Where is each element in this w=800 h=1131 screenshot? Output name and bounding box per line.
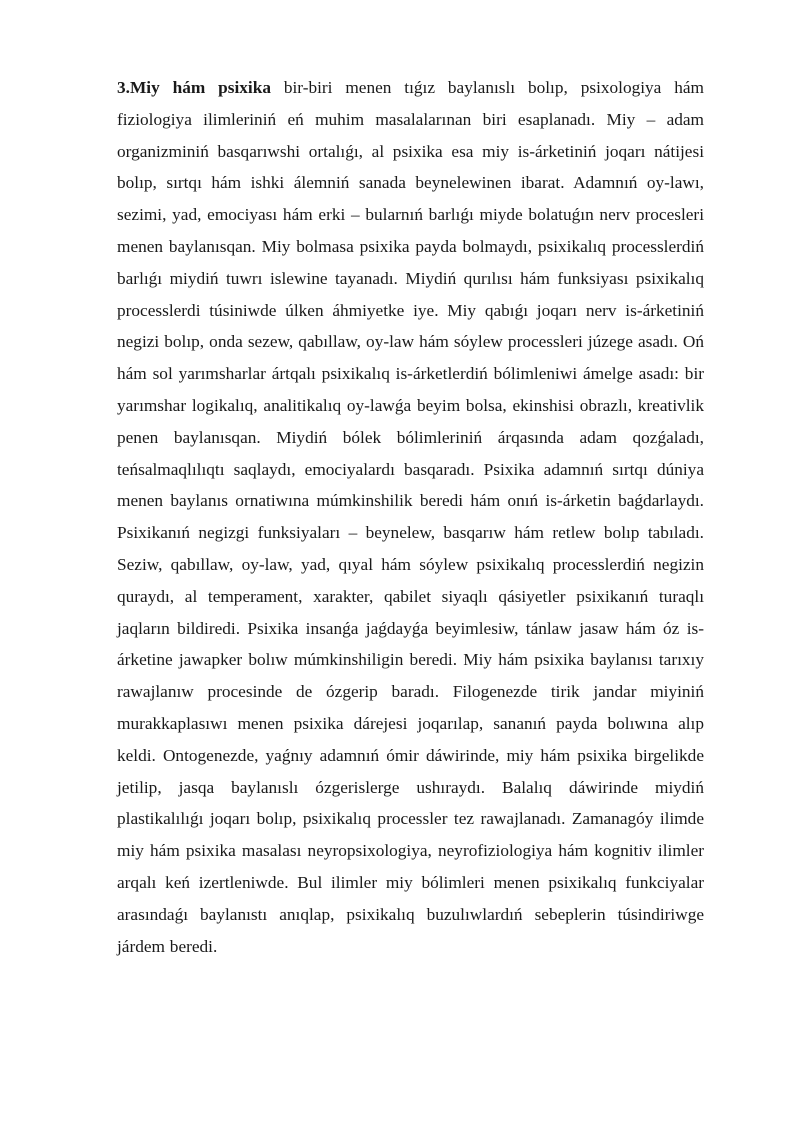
paragraph-text: bir-biri menen tıǵız baylanıslı bolıp, psixologiya hám fiziologiya ilimleriniń eń muhim masalalarınan biri esaplanadı. Miy – adam organizminiń basqarıwshi ortalıǵı, al psixika esa miy is-árketiniń joqarı nátijesi bolıp, sırtqı hám ishki álemniń sanada beynelewinen ibarat. Adamnıń oy-lawı, sezimi, yad, emociyası hám erki – bularnıń barlıǵı miyde bolatuǵın nerv procesleri menen baylanısqan. Miy bolmasa psixika payda bolmaydı, psixikalıq processlerdiń barlıǵı miydiń tuwrı islewine tayanadı. Miydiń qurılısı hám funksiyası psixikalıq processlerdi túsiniwde úlken áhmiyetke iye. Miy qabıǵı joqarı nerv is-árketiniń negizi bolıp, onda sezew, qabıllaw, oy-law hám sóylew processleri júzege asadı. Oń hám sol yarımsharlar ártqalı psixikalıq is-árketlerdiń bólimleniwi ámelge asadı: bir yarımshar logikalıq, analitikalıq oy-lawǵa beyim bolsa, ekinshisi obrazlı, kreativlik penen baylanısqan. Miydiń bólek bólimleriniń árqasında adam qozǵaladı, teńsalmaqlılıqtı saqlaydı, emociyalardı basqaradı. Psixika adamnıń sırtqı dúniya menen baylanıs ornatiwına múmkinshilik beredi hám onıń is-árketin baǵdarlaydı. Psixikanıń negizgi funksiyaları – beynelew, basqarıw hám retlew bolıp tabıladı. Seziw, qabıllaw, oy-law, yad, qıyal hám sóylew psixikalıq processlerdiń negizin quraydı, al temperament, xarakter, qabilet siyaqlı qásiyetler psixikanıń turaqlı jaqların bildiredi. Psixika insanǵa jaǵdayǵa beyimlesiw, tánlaw jasaw hám óz is-árketine jawapker bolıw múmkinshiligin beredi. Miy hám psixika baylanısı tarıxıy rawajlanıw procesinde de ózgerip baradı. Filogenezde tirik jandar miyiniń murakkaplasıwı menen psixika dárejesi joqarılap, sananıń payda bolıwına alıp keldi. Ontogenezde, yaǵnıy adamnıń ómir dáwirinde, miy hám psixika birgelikde jetilip, jasqa baylanıslı ózgerislerge ushıraydı. Balalıq dáwirinde miydiń plastikalılıǵı joqarı bolıp, psixikalıq processler tez rawajlanadı. Zamanagóy ilimde miy hám psixika masalası neyropsixologiya, neyrofiziologiya hám kognitiv ilimler arqalı keń izertleniwde. Bul ilimler miy bólimleri menen psixikalıq funkciyalar arasındaǵı baylanıstı anıqlap, psixikalıq buzulıwlardıń sebeplerin túsindiriwge járdem beredi. — [117, 78, 704, 956]
paragraph — [117, 72, 704, 962]
section-heading: 3.Miy hám psixika — [117, 78, 271, 97]
document-body — [117, 72, 704, 962]
